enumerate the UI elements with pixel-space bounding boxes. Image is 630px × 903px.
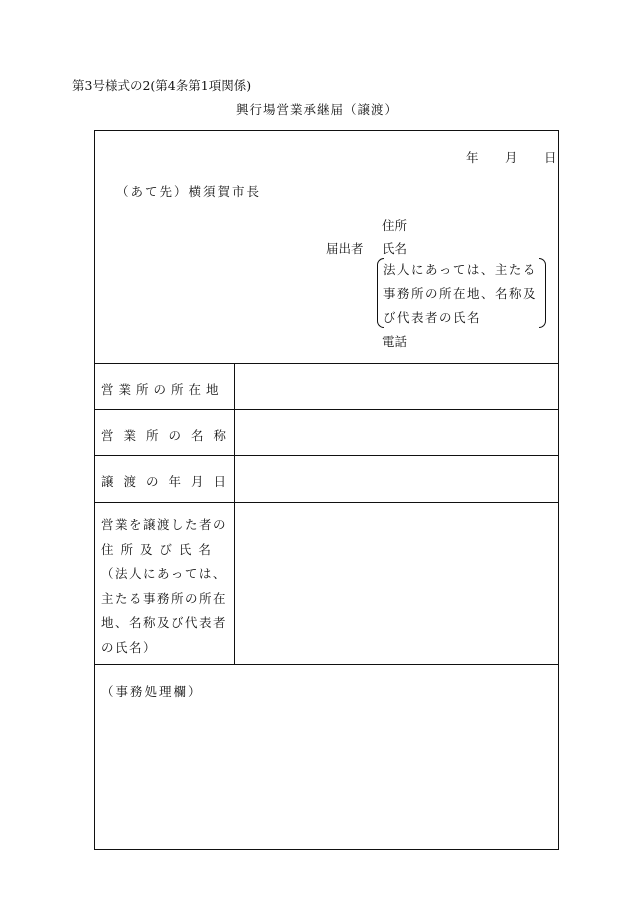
corporate-note-line: 事務所の所在地、名称及 xyxy=(383,286,538,301)
rule-2 xyxy=(94,409,559,410)
name-label: 氏名 xyxy=(382,241,408,256)
transferor-label-line: の氏名） xyxy=(101,639,158,655)
rule-4 xyxy=(94,502,559,503)
corporate-note xyxy=(383,258,537,330)
office-name-label: 営業所の名称 xyxy=(101,428,237,443)
form-title: 興行場営業承継届（譲渡） xyxy=(236,102,399,117)
office-use-area xyxy=(96,700,556,846)
addressee: （あて先）横須賀市長 xyxy=(116,184,262,199)
transferor-value[interactable] xyxy=(236,504,558,662)
transfer-date-label: 譲渡の年月日 xyxy=(101,474,237,489)
transfer-date-value[interactable] xyxy=(236,457,558,501)
transferor-label-line: 地、名称及び代表者 xyxy=(101,615,228,630)
transferor-label-line: （法人にあっては、 xyxy=(101,566,227,581)
office-location-value[interactable] xyxy=(236,365,558,408)
rule-3 xyxy=(94,455,559,456)
notifier-label: 届出者 xyxy=(326,241,364,256)
office-location-label: 営業所の所在地 xyxy=(101,382,224,397)
rule-5 xyxy=(94,664,559,665)
address-label: 住所 xyxy=(382,218,408,233)
office-name-value[interactable] xyxy=(236,411,558,454)
transferor-label-line: 住 所 及 び 氏 名 xyxy=(101,541,213,557)
column-divider xyxy=(234,363,235,664)
rule-1 xyxy=(94,363,559,364)
date-field: 年 月 日 xyxy=(466,150,564,165)
phone-label: 電話 xyxy=(382,334,408,349)
transferor-label xyxy=(101,513,227,660)
form-number: 第3号様式の2(第4条第1項関係) xyxy=(72,78,252,93)
corporate-note-line: び代表者の氏名 xyxy=(383,310,482,325)
bracket-right xyxy=(539,258,546,328)
transferor-label-line: 営業を譲渡した者の xyxy=(101,517,228,532)
office-use-label: （事務処理欄） xyxy=(101,684,203,699)
corporate-note-line: 法人にあっては、主たる xyxy=(383,262,537,277)
transferor-label-line: 主たる事務所の所在 xyxy=(101,590,228,606)
